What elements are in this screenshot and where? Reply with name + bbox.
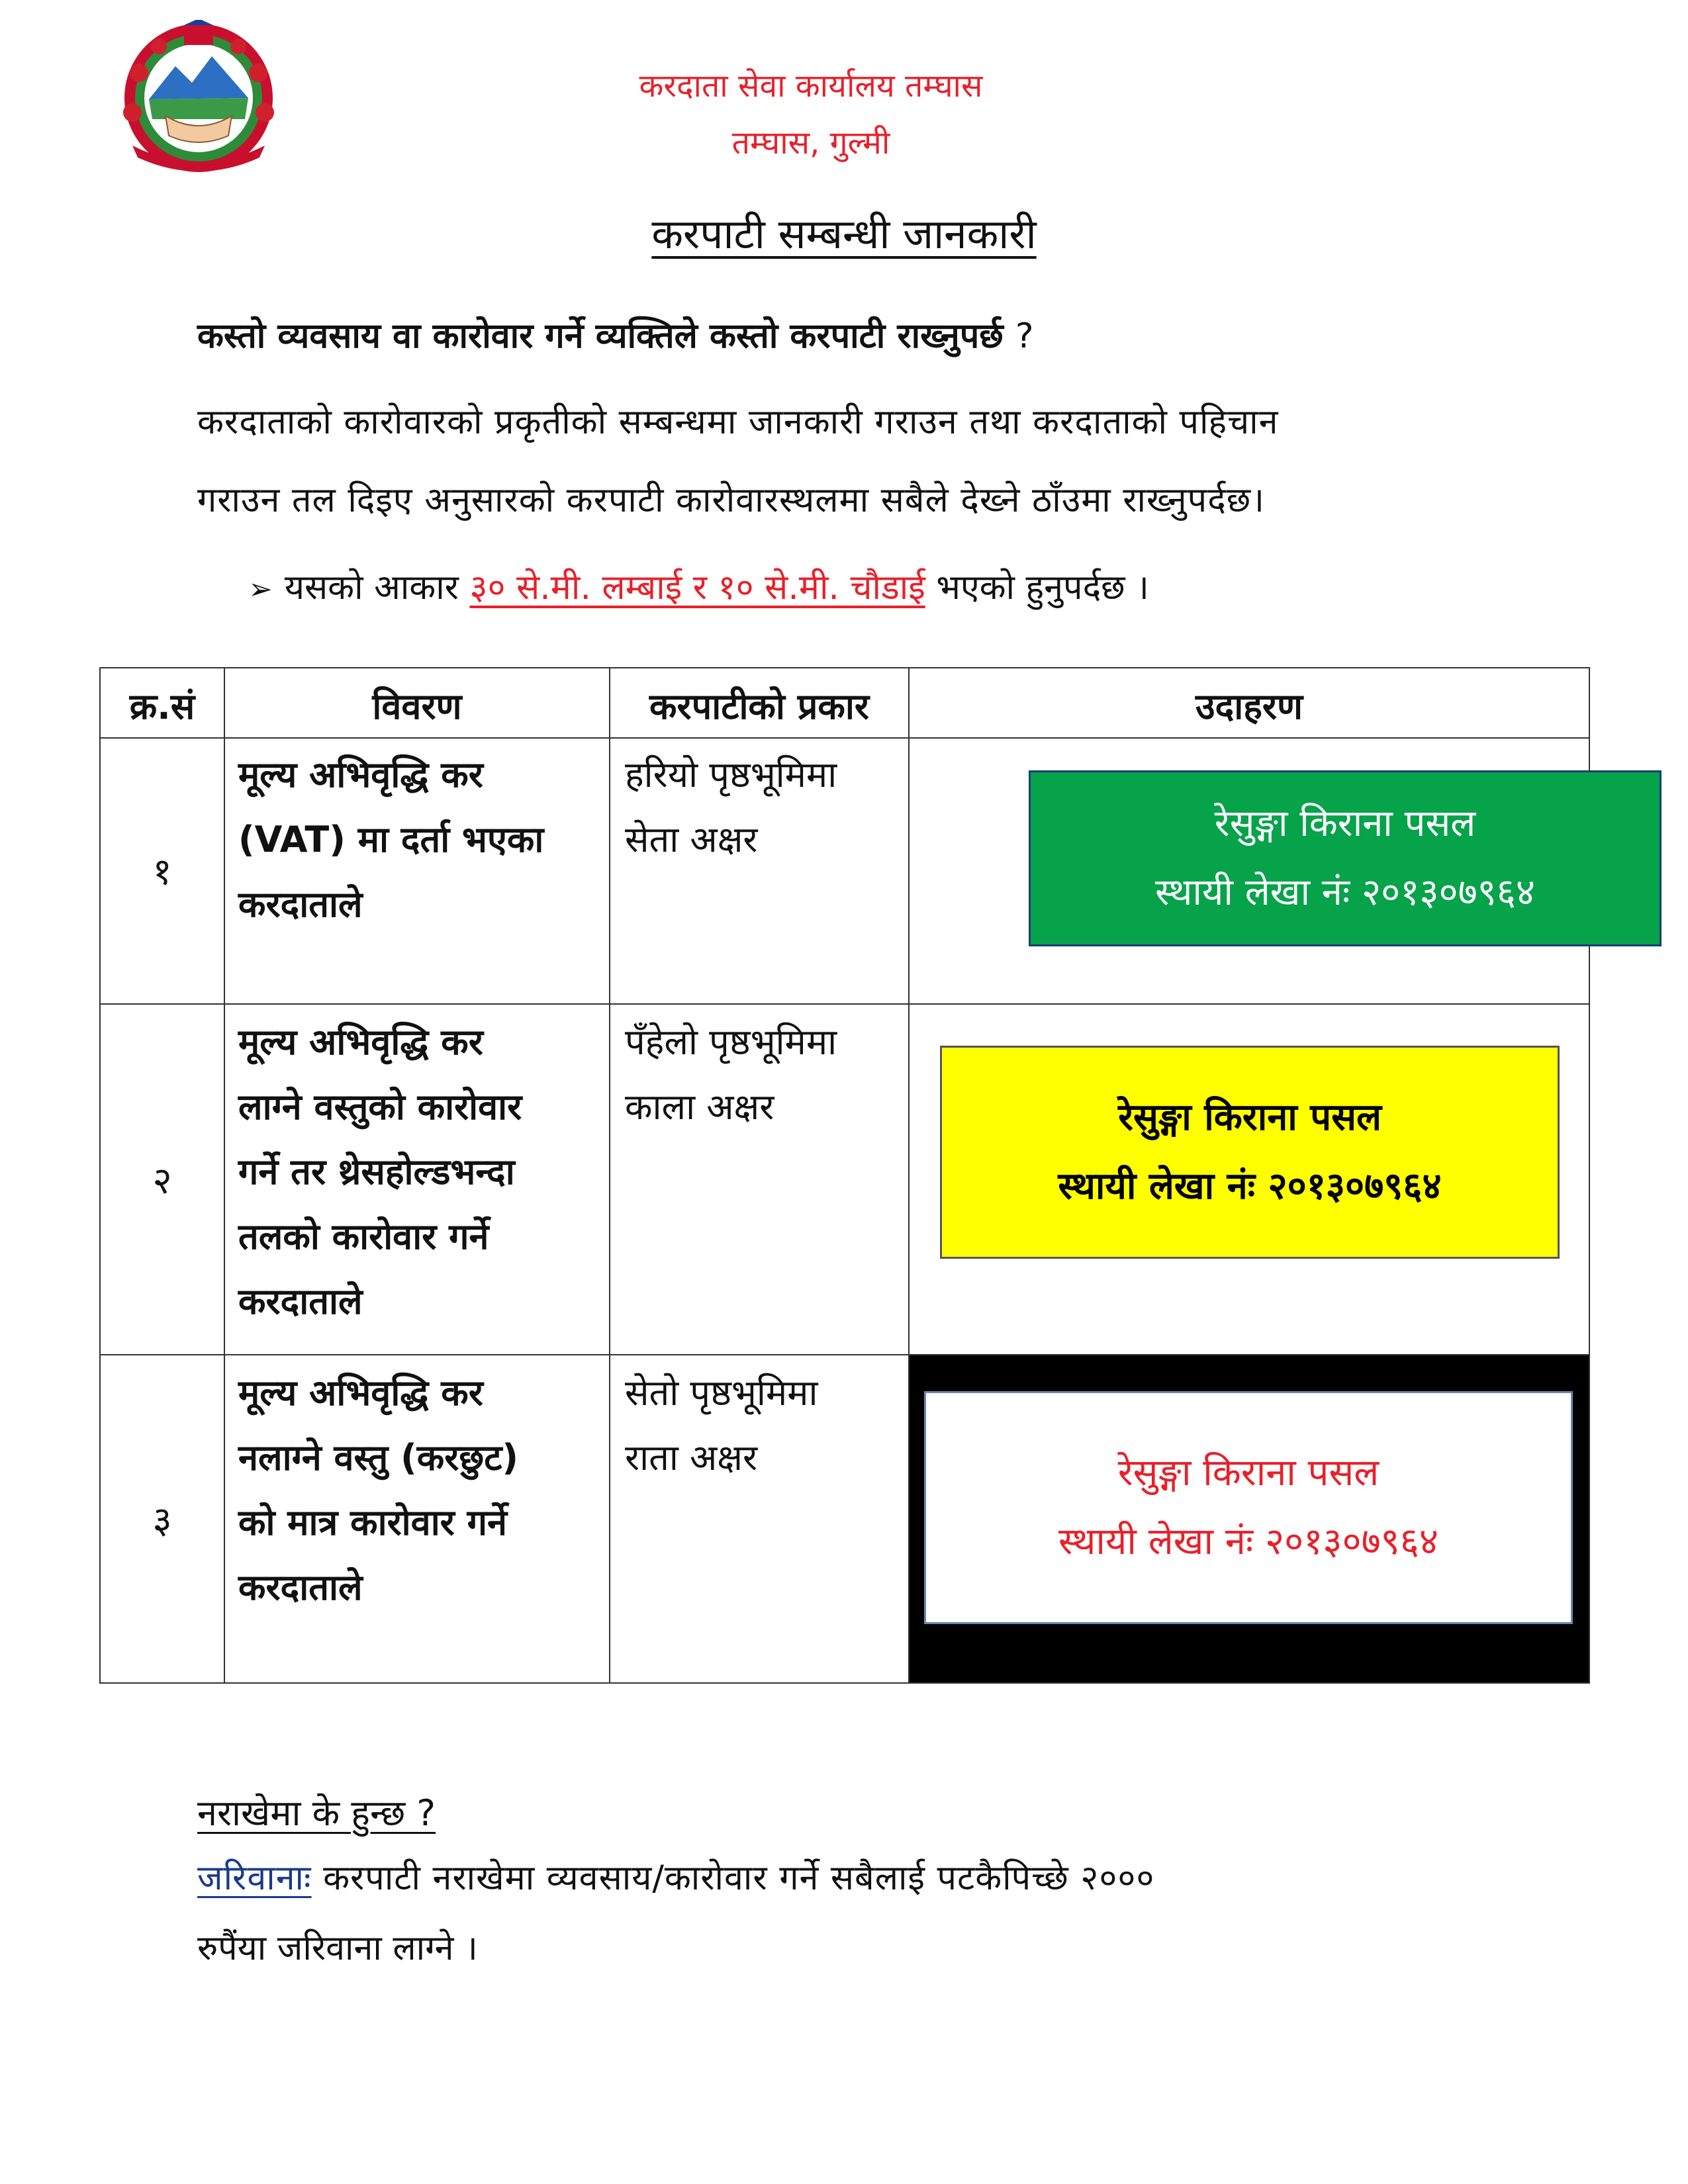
page-title: करपाटी सम्बन्धी जानकारी xyxy=(651,210,1037,258)
office-place: तम्घास, गुल्मी xyxy=(731,124,890,161)
white-sign-example: रेसुङ्गा किराना पसल स्थायी लेखा नंः २०१३०७९६४ xyxy=(924,1391,1573,1624)
intro-line-1: करदाताको कारोवारको प्रकृतीको सम्बन्धमा जानकारी गराउन तथा करदाताको पहिचान xyxy=(197,402,1279,442)
office-name: करदाता सेवा कार्यालय तम्घास xyxy=(639,68,983,105)
fine-label: जरिवानाः xyxy=(197,1858,312,1898)
fine-text: जरिवानाः करपाटी नराखेमा व्यवसाय/कारोवार गर्ने सबैलाई पटकैपिच्छे २००० xyxy=(197,1858,1155,1898)
green-sign-example: रेसुङ्गा किराना पसल स्थायी लेखा नंः २०१३०७९६४ xyxy=(1029,770,1662,946)
row-board-type: सेतो पृष्ठभूमिमा राता अक्षर xyxy=(610,1355,910,1684)
size-note: ➢ यसको आकार ३० से.मी. लम्बाई र १० से.मी. चौडाई भएको हुनुपर्दछ । xyxy=(248,568,1149,608)
row-example xyxy=(910,737,1590,1005)
question-heading: कस्तो व्यवसाय वा कारोवार गर्ने व्यक्तिले कस्तो करपाटी राख्नुपर्छ ? xyxy=(197,316,1034,356)
row-example xyxy=(910,1005,1590,1355)
table-header-row xyxy=(99,667,1590,739)
header-serial: क्र.सं xyxy=(101,668,225,739)
header-description: विवरण xyxy=(225,668,610,739)
table-row xyxy=(99,737,1590,1005)
karpati-table xyxy=(99,667,1589,1684)
row-board-type: हरियो पृष्ठभूमिमा सेता अक्षर xyxy=(610,737,910,1005)
row-serial: ३ xyxy=(101,1355,225,1684)
row-example xyxy=(910,1355,1590,1684)
nepal-emblem-icon xyxy=(113,20,285,179)
intro-line-2: गराउन तल दिइए अनुसारको करपाटी कारोवारस्थलमा सबैले देख्ने ठाँउमा राख्नुपर्दछ। xyxy=(197,480,1265,520)
row-serial: १ xyxy=(101,737,225,1005)
row-description: मूल्य अभिवृद्धि कर (VAT) मा दर्ता भएका करदाताले xyxy=(225,737,610,1005)
fine-text-continued: रुपैंया जरिवाना लाग्ने । xyxy=(197,1929,478,1968)
row-board-type: पँहेलो पृष्ठभूमिमा काला अक्षर xyxy=(610,1005,910,1355)
arrow-bullet-icon: ➢ xyxy=(248,572,273,606)
yellow-sign-example: रेसुङ्गा किराना पसल स्थायी लेखा नंः २०१३०७९६४ xyxy=(940,1046,1560,1259)
row-description: मूल्य अभिवृद्धि कर लाग्ने वस्तुको कारोवार गर्ने तर थ्रेसहोल्डभन्दा तलको कारोवार गर्ने करदाताले xyxy=(225,1005,610,1355)
table-row xyxy=(99,1005,1590,1355)
row-description: मूल्य अभिवृद्धि कर नलाग्ने वस्तु (करछुट) को मात्र कारोवार गर्ने करदाताले xyxy=(225,1355,610,1684)
size-spec: ३० से.मी. लम्बाई र १० से.मी. चौडाई xyxy=(469,568,925,608)
row-serial: २ xyxy=(101,1005,225,1355)
header-example: उदाहरण xyxy=(910,668,1590,739)
header-board-type: करपाटीको प्रकार xyxy=(610,668,910,739)
table-row xyxy=(99,1355,1590,1684)
consequence-heading: नराखेमा के हुन्छ ? xyxy=(197,1792,436,1834)
